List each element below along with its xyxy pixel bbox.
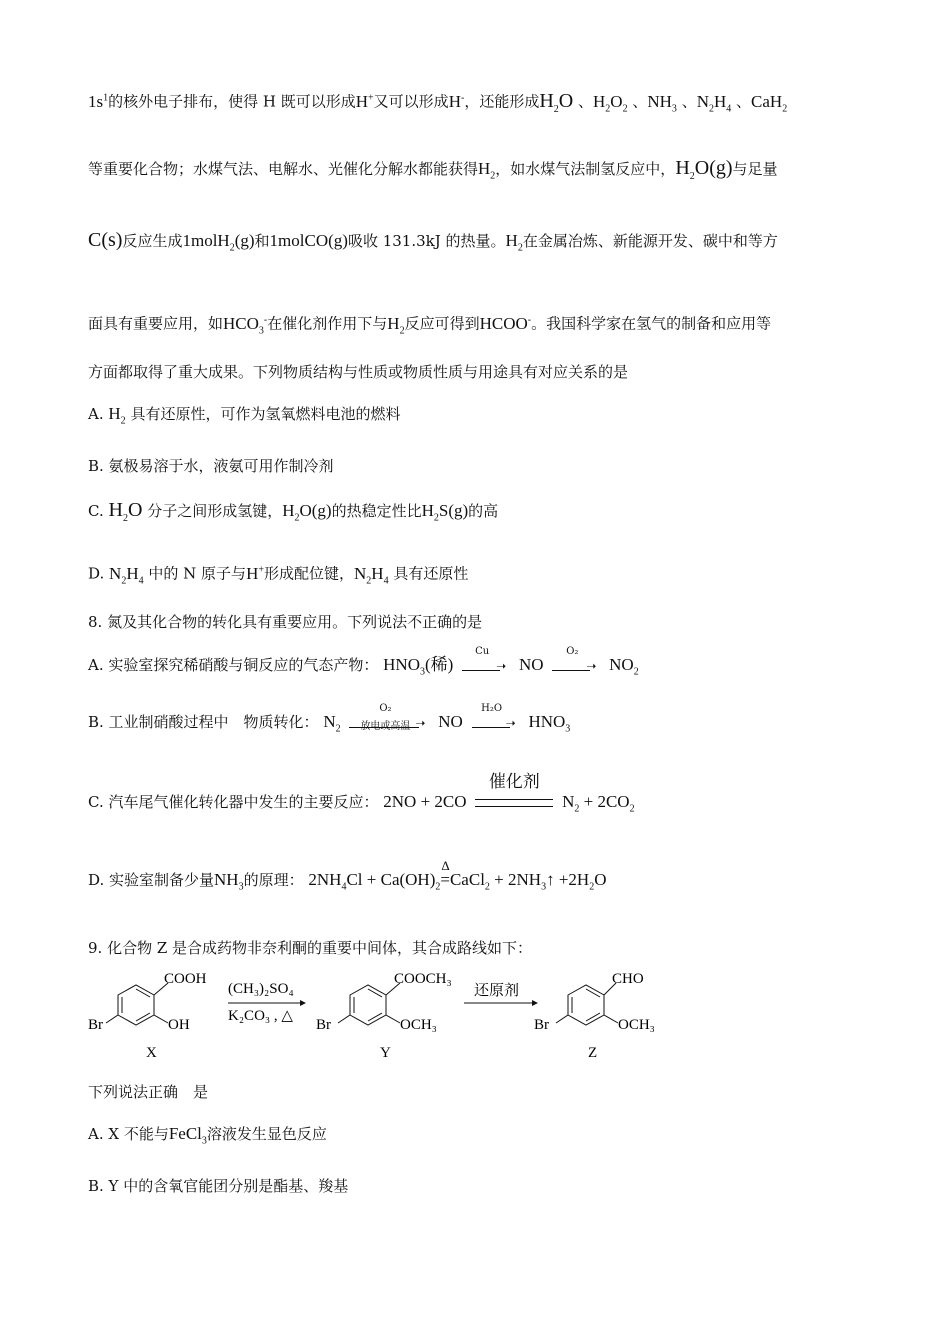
molecule-y — [338, 983, 400, 1025]
x-oh: OH — [168, 1017, 190, 1033]
text: ，如水煤气法制氢反应中， — [495, 160, 676, 178]
text: 吸收 131.3kJ 的热量。 — [347, 232, 506, 250]
q7-option-d: D. $N_2H_4$ 中的 N 原子与H+形成配位键，$N_2H_4$ 具有还原性 — [88, 563, 469, 587]
z-och3: OCH₃ — [618, 1017, 655, 1033]
catalyst-label: 催化剂 — [488, 772, 540, 792]
q7-option-c: C. $H_2O$ 分子之间形成氢键，$H_2O(g)$的热稳定性比$H_2S(g)$的高 — [88, 499, 499, 524]
text: 在催化剂作用下与 — [267, 314, 388, 333]
z-br: Br — [534, 1017, 549, 1033]
q8-option-d: D. 实验室制备少量$NH_3$的原理： $2NH_4Cl + Ca(OH)_2$ Δ =CaCl$_2$ + $2NH_3↑ +2H_2O$ — [88, 858, 607, 893]
reagent-1-bottom: K₂CO₃ , △ — [228, 1008, 293, 1024]
para-line-5: 方面都取得了重大成果。下列物质结构与性质或物质性质与用途具有对应关系的是 — [88, 363, 629, 381]
arrow-label: O₂ — [379, 702, 392, 714]
q7-option-b: B. 氨极易溶于水，液氨可用作制冷剂 — [88, 457, 334, 475]
text: 的原理： — [243, 871, 304, 889]
heat-equals: Δ = — [440, 858, 450, 889]
x-cooh: COOH — [164, 971, 207, 987]
text: 溶液发生显色反应 — [206, 1125, 327, 1143]
molecule-x — [106, 983, 168, 1025]
text: D. 实验室制备少量 — [88, 871, 215, 889]
text: B. 工业制硝酸过程中 物质转化： — [88, 713, 319, 731]
q8-option-a: A. 实验室探究稀硝酸与铜反应的气态产物： $HNO_3$(稀) Cu ➝ NO O₂ ➝ $NO_2$ — [88, 655, 639, 682]
arrow-o2: O₂ ➝ — [552, 656, 600, 677]
y-och3: OCH₃ — [400, 1017, 437, 1033]
text: C. 汽车尾气催化转化器中发生的主要反应： — [88, 793, 379, 811]
arrow-cu: Cu ➝ — [462, 656, 510, 677]
q7-option-a: A. $H_2$ 具有还原性，可作为氢氧燃料电池的燃料 — [88, 404, 401, 427]
text: 分子之间形成氢键， — [147, 502, 283, 520]
z-cho: CHO — [612, 971, 644, 987]
text: 在金属冶炼、新能源开发、碳中和等方 — [522, 232, 778, 250]
text: 形成配位键， — [263, 564, 354, 583]
arrow-label: O₂ — [566, 645, 579, 657]
text: A. — [88, 405, 104, 423]
x-br: Br — [88, 1017, 103, 1033]
text: 中的 N 原子与 — [148, 564, 247, 583]
dilute-label: 稀 — [430, 655, 448, 674]
q9-stem: 9. 化合物 Z 是合成药物非奈利酮的重要中间体，其合成路线如下： — [88, 939, 533, 957]
q8-option-c: C. 汽车尾气催化转化器中发生的主要反应： 2NO + 2CO 催化剂 $N_2 + 2CO_2$ — [88, 772, 635, 815]
text: A. 实验室探究稀硝酸与铜反应的气态产物： — [88, 656, 379, 674]
text: D. — [88, 564, 105, 583]
text: 与足量 — [732, 160, 778, 178]
y-br: Br — [316, 1017, 331, 1033]
text: 的核外电子排布，使得 H 既可以形成 — [108, 92, 356, 111]
text: 的热稳定性比 — [331, 502, 422, 520]
text: 具有还原性 — [393, 564, 469, 583]
text: C. — [88, 502, 104, 520]
para-line-4: 面具有重要应用，如$HCO_3^-$在催化剂作用下与$H_2$反应可得到HCOO-。我国科学家在氢气的制备和应用等 — [88, 313, 772, 337]
arrow-label: Cu — [475, 645, 490, 657]
y-label: Y — [380, 1045, 391, 1061]
text: 反应可得到 — [404, 314, 480, 333]
text: 反应生成 — [122, 232, 183, 250]
y-cooch3: COOCH₃ — [394, 971, 452, 987]
q9-option-b: B. Y 中的含氧官能团分别是酯基、羧基 — [88, 1177, 349, 1195]
synthesis-scheme — [88, 965, 688, 1065]
arrow-2-head — [532, 1000, 538, 1006]
z-label: Z — [588, 1045, 598, 1061]
molecule-z — [556, 983, 618, 1025]
x-label: X — [146, 1045, 157, 1061]
text: 等重要化合物；水煤气法、电解水、光催化分解水都能获得 — [88, 160, 479, 178]
para-line-1: $1s^1$的核外电子排布，使得 H 既可以形成H+又可以形成H-，还能形成$H_2O$ 、$H_2O_2$ 、$NH_3$ 、$N_2H_4$ 、CaH$_2$ — [88, 89, 788, 115]
heat-symbol: Δ — [441, 858, 450, 873]
catalyst-equals — [475, 772, 553, 807]
text: 和 — [254, 232, 270, 250]
arrow-o2-discharge: O₂ ➝ 放电或高温 — [349, 713, 429, 734]
text: 又可以形成 — [373, 92, 449, 111]
text: A. X 不能与 — [88, 1125, 169, 1143]
q8-stem: 8. 氮及其化合物的转化具有重要应用。下列说法不正确的是 — [88, 613, 483, 631]
para-line-2: 等重要化合物；水煤气法、电解水、光催化分解水都能获得$H_2$，如水煤气法制氢反应中，$H_2O(g)$与足量 — [88, 157, 778, 182]
reagent-1-top: (CH₃)₂SO₄ — [228, 981, 294, 997]
reagent-2: 还原剂 — [474, 983, 520, 999]
text: 具有还原性，可作为氢氧燃料电池的燃料 — [130, 405, 401, 423]
text: 的高 — [468, 502, 499, 520]
para-line-3: C(s)反应生成1molH$_2$(g)和1molCO(g)吸收 131.3kJ 的热量。$H_2$在金属冶炼、新能源开发、碳中和等方 — [88, 229, 778, 254]
arrow-1-head — [300, 1000, 306, 1006]
arrow-condition: 放电或高温 — [360, 720, 411, 732]
arrow-label: H₂O — [481, 702, 503, 714]
text: 。我国科学家在氢气的制备和应用等 — [531, 314, 772, 333]
q8-option-b: B. 工业制硝酸过程中 物质转化： $N_2$ O₂ ➝ 放电或高温 NO H₂O ➝ $HNO_3$ — [88, 712, 570, 739]
text: 面具有重要应用，如 — [88, 314, 224, 333]
q9-option-a: A. X 不能与FeCl$_3$溶液发生显色反应 — [88, 1124, 327, 1147]
q9-ask: 下列说法正确 是 — [88, 1083, 209, 1101]
text: ，还能形成 — [464, 92, 540, 111]
arrow-h2o: H₂O ➝ — [472, 713, 520, 734]
